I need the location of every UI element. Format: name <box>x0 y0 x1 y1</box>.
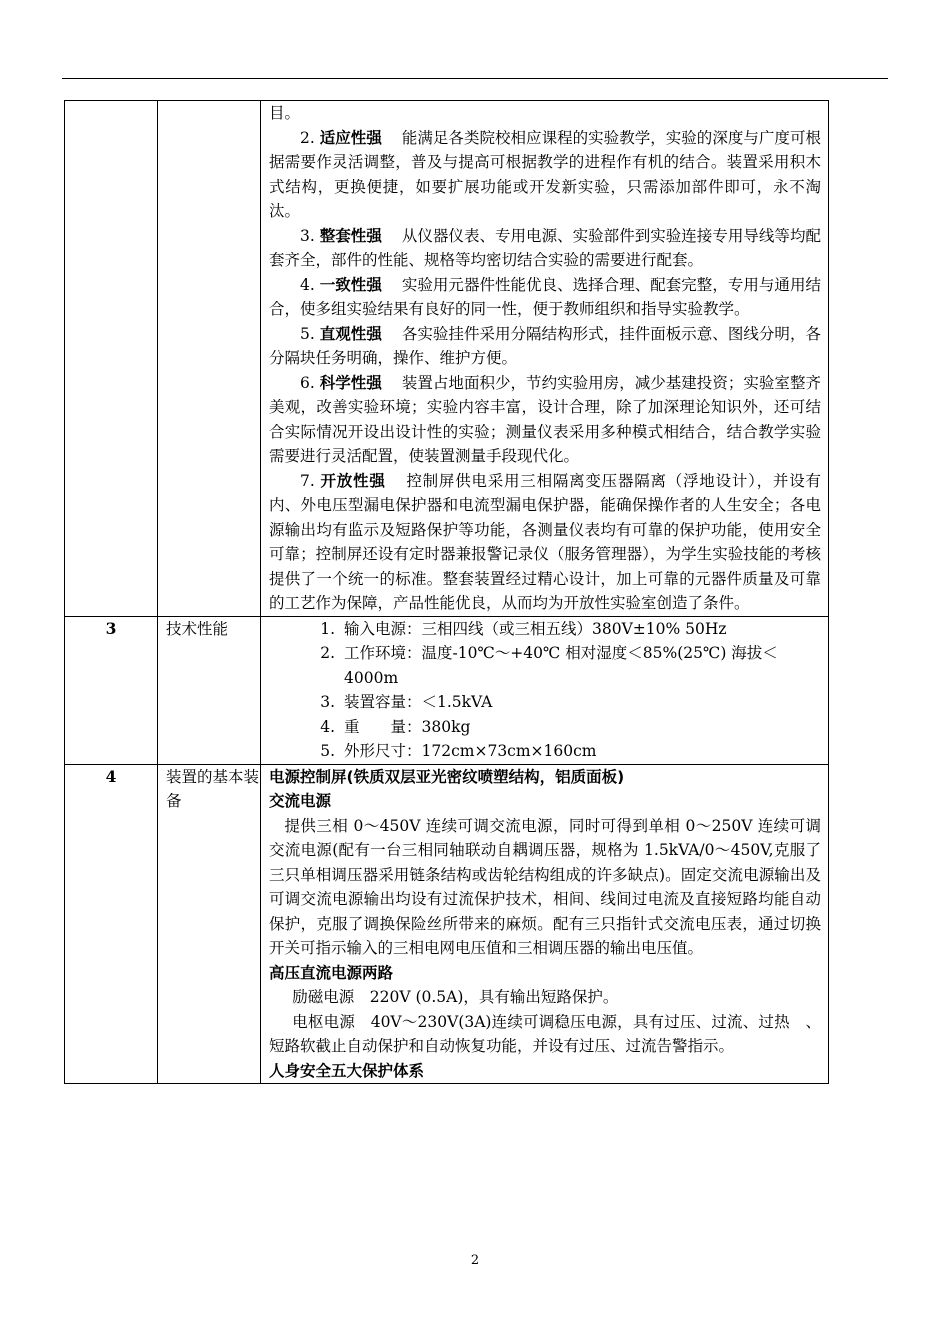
section-heading: 交流电源 <box>269 792 332 810</box>
features-cell <box>261 101 829 617</box>
section-heading: 高压直流电源两路 <box>269 963 394 982</box>
header-rule <box>62 78 888 79</box>
row-name-cell: 技术性能 <box>158 616 261 764</box>
list-item: 1. 输入电源：三相四线（或三相五线）380V±10% 50Hz <box>320 619 727 638</box>
feature-title: 直观性强 <box>319 324 382 343</box>
row-name-cell: 装置的基本装备 <box>158 764 261 1084</box>
table-row <box>65 101 829 617</box>
row-number-cell: 3 <box>65 616 158 764</box>
list-item: 3. 装置容量：＜1.5kVA <box>320 693 493 711</box>
feature-item: 7. 开放性强 控制屏供电采用三相隔离变压器隔离（浮地设计），并设有内、外电压型漏电保护器和电流型漏电保护器，能确保操作者的人生安全；各电源输出均有监示及短路保护等功能，各测量仪表均有可靠的保护功能，使用安全可靠；控制屏还设有定时器兼报警记录仪（服务管理器），为学生实验技能的考核提供了一个统一的标准。整套装置经过精心设计，加上可靠的元器件质量及可靠的工艺作为保障，产品性能优良，从而均为开放性实验室创造了条件。 <box>269 471 821 612</box>
feature-title: 适应性强 <box>319 128 382 147</box>
table-row <box>65 616 829 764</box>
list-item: 5. 外形尺寸：172cm×73cm×160cm <box>320 742 597 760</box>
performance-list <box>269 617 821 764</box>
page-number: 2 <box>470 1253 480 1268</box>
feature-item: 5. 直观性强 各实验挂件采用分隔结构形式，挂件面板示意、图线分明，各分隔块任务明确，操作、维护方便。 <box>269 324 821 367</box>
table-row <box>65 764 829 1084</box>
row-number-cell <box>65 101 158 617</box>
dc-excitation: 励磁电源 220V (0.5A)，具有输出短路保护。 <box>292 988 619 1006</box>
feature-title: 一致性强 <box>319 275 382 294</box>
list-item: 4. 重 量：380kg <box>320 717 471 736</box>
performance-cell <box>261 616 829 764</box>
dc-armature: 电枢电源 40V～230V(3A)连续可调稳压电源，具有过压、过流、过热 、短路软截止自动保护和自动恢复功能，并设有过压、过流告警指示。 <box>269 1012 821 1055</box>
list-item: 2. 工作环境：温度-10℃～+40℃ 相对湿度＜85%(25℃) 海拔＜4000m <box>320 644 778 687</box>
feature-title: 整套性强 <box>319 226 382 245</box>
ac-description: 提供三相 0～450V 连续可调交流电源，同时可得到单相 0～250V 连续可调交流电源(配有一台三相同轴联动自耦调压器，规格为 1.5kVA/0～450V,克服了三只单相调压器采用链条结构或齿轮结构组成的许多缺点)。固定交流电源输出及可调交流电源输出均设有过流保护技术，相间、线间过电流及直接短路均能自动保护，克服了调换保险丝所带来的麻烦。配有三只指针式交流电压表，通过切换开关可指示输入的三相电网电压值和三相调压器的输出电压值。 <box>269 816 821 957</box>
row-number-cell: 4 <box>65 764 158 1084</box>
feature-item: 6. 科学性强 装置占地面积少，节约实验用房，减少基建投资；实验室整齐美观，改善实验环境；实验内容丰富，设计合理，除了加深理论知识外，还可结合实际情况开设出设计性的实验；测量仪表采用多种模式相结合，结合教学实验需要进行灵活配置，使装置测量手段现代化。 <box>269 373 821 465</box>
section-heading: 人身安全五大保护体系 <box>269 1061 425 1080</box>
feature-item: 4. 一致性强 实验用元器件性能优良、选择合理、配套完整，专用与通用结合，使多组实验结果有良好的同一性，便于教师组织和指导实验教学。 <box>269 275 821 318</box>
feature-title: 开放性强 <box>320 471 386 490</box>
intro-line: 目。 <box>269 104 301 122</box>
row-name-cell <box>158 101 261 617</box>
section-heading: 电源控制屏(铁质双层亚光密纹喷塑结构，铝质面板) <box>269 767 625 786</box>
spec-table <box>64 100 829 1084</box>
feature-title: 科学性强 <box>319 373 382 392</box>
equipment-cell <box>261 764 829 1084</box>
feature-item: 2. 适应性强 能满足各类院校相应课程的实验教学，实验的深度与广度可根据需要作灵活调整，普及与提高可根据教学的进程作有机的结合。装置采用积木式结构，更换便捷，如要扩展功能或开发新实验，只需添加部件即可，永不淘汰。 <box>269 128 821 220</box>
feature-item: 3. 整套性强 从仪器仪表、专用电源、实验部件到实验连接专用导线等均配套齐全，部件的性能、规格等均密切结合实验的需要进行配套。 <box>269 226 821 269</box>
